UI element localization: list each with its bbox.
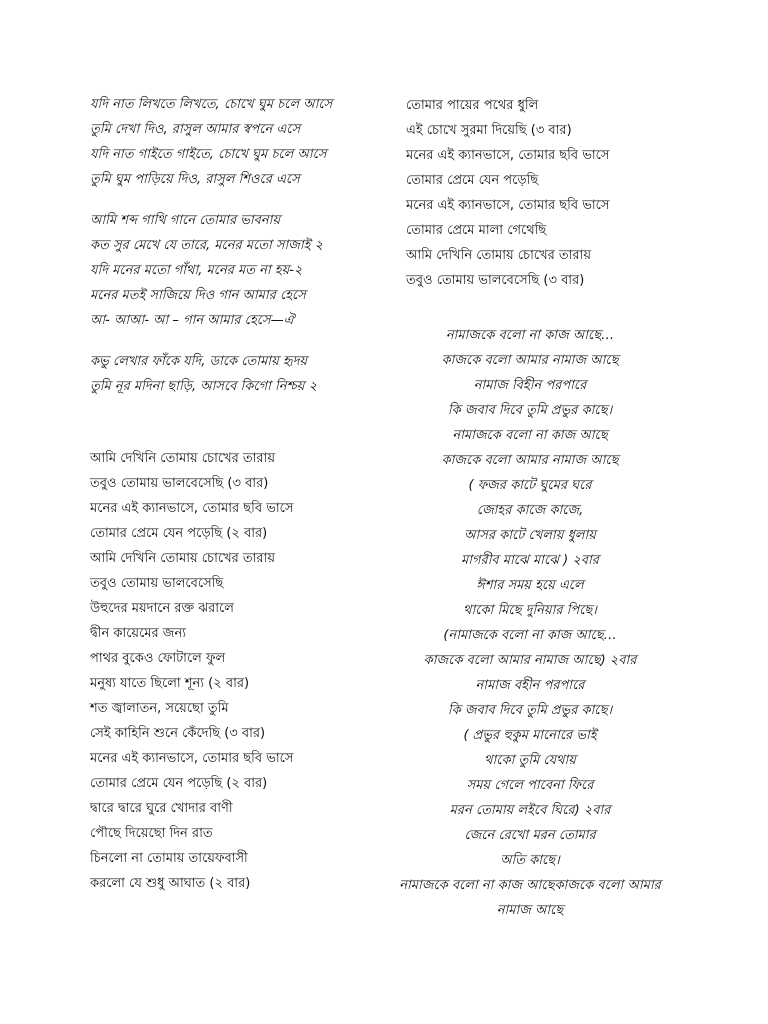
lyric-line: কাজকে বলো আমার নামাজ আছে (441, 453, 619, 468)
lyric-line: তোমার প্রেমে যেন পড়েছি (২ বার) (90, 526, 268, 541)
lyric-line: দ্বারে দ্বারে ঘুরে খোদার বাণী (90, 801, 233, 816)
lyric-line: নামাজ বহীন পরপারে (475, 678, 585, 693)
stanza-payer-dhuli (406, 93, 706, 293)
lyric-line: শত জ্বালাতন, সয়েছো তুমি (90, 701, 229, 716)
lyric-line: নামাজ আছে (496, 903, 564, 918)
lyric-line: তোমার প্রেমে যেন পড়েছি (406, 173, 539, 188)
lyric-line: আসর কাটে খেলায় ধুলায় (464, 528, 596, 543)
lyric-line: চিনলো না তোমায় তায়েফবাসী (90, 851, 248, 866)
lyric-line: আমি দেখিনি তোমায় চোখের তারায় (90, 551, 275, 566)
stanza-naat-intro (90, 92, 390, 192)
lyric-line: নামাজকে বলো না কাজ আছেকাজকে বলো আমার (399, 878, 661, 893)
lyric-line: আমি দেখিনি তোমায় চোখের তারায় (90, 451, 275, 466)
lyric-line: ( ফজর কাটে ঘুমের ঘরে (468, 478, 592, 493)
lyric-line: তোমার প্রেমে মালা গেথেছি (406, 223, 547, 238)
lyric-line: নামাজকে বলো না কাজ আছে… (445, 328, 615, 343)
lyric-line: নামাজকে বলো না কাজ আছে (452, 428, 608, 443)
lyric-line: পাথর বুকেও ফোটালে ফুল (90, 651, 226, 666)
lyric-line: আ- আআ- আ – গান আমার হেসে—ঐ (90, 313, 295, 328)
lyric-line: এই চোখে সুরমা দিয়েছি (৩ বার) (406, 123, 572, 138)
stanza-shobdo-gathi (90, 208, 390, 333)
lyric-line: কাজকে বলো আমার নামাজ আছে (441, 353, 619, 368)
lyric-line: সময় গেলে পাবেনা ফিরে (466, 778, 594, 793)
lyric-line: করলো যে শুধু আঘাত (২ বার) (90, 876, 251, 891)
lyric-line: ( প্রভুর হুকুম মানোরে ভাই (463, 728, 597, 743)
lyric-line: (নামাজকে বলো না কাজ আছে… (443, 628, 617, 643)
lyric-line: নামাজ বিহীন পরপারে (473, 378, 587, 393)
lyric-line: উহুদের ময়দানে রক্ত ঝরালে (90, 601, 234, 616)
lyric-line: কত সুর মেখে যে তারে, মনের মতো সাজাই ২ (90, 238, 323, 253)
lyric-line: ঈশার সময় হয়ে এলে (476, 578, 584, 593)
lyric-line: মরন তোমায় লইবে ঘিরে) ২বার (449, 803, 611, 818)
lyric-line: তবুও তোমায় ভালবেসেছি (90, 576, 224, 591)
lyric-line: তুমি দেখা দিও, রাসুল আমার স্বপনে এসে (90, 122, 301, 137)
lyric-line: আমি দেখিনি তোমায় চোখের তারায় (406, 248, 591, 263)
lyric-line: তুমি ঘুম পাড়িয়ে দিও, রাসুল শিওরে এসে (90, 172, 300, 187)
lyric-line: যদি নাত লিখতে লিখতে, চোখে ঘুম চলে আসে (90, 97, 333, 112)
lyric-line: মনের এই ক্যানভাসে, তোমার ছবি ভাসে (406, 198, 610, 213)
lyric-line: সেই কাহিনি শুনে কেঁদেছি (৩ বার) (90, 726, 266, 741)
lyric-line: যদি নাত গাইতে গাইতে, চোখে ঘুম চলে আসে (90, 147, 327, 162)
lyric-line: তুমি নূর মদিনা ছাড়ি, আসবে কিগো নিশ্চয় ২ (90, 379, 318, 394)
stanza-namajke-bolo (390, 323, 670, 923)
lyric-line: পৌছে দিয়েছো দিন রাত (90, 826, 213, 841)
lyric-line: অতি কাছে। (500, 853, 560, 868)
lyric-line: জেনে রেখো মরন তোমার (464, 828, 596, 843)
lyric-line: থাকো তুমি যেথায় (484, 753, 576, 768)
lyric-line: থাকো মিছে দুনিয়ার পিছে। (463, 603, 597, 618)
lyric-line: আমি শব্দ গাথি গানে তোমার ভাবনায় (90, 213, 281, 228)
lyric-line: মনুষ্য যাতে ছিলো শূন্য (২ বার) (90, 676, 250, 691)
lyric-line: তবুও তোমায় ভালবেসেছি (৩ বার) (90, 476, 269, 491)
stanza-kovu-lekhar (90, 349, 390, 399)
lyric-line: তোমার প্রেমে যেন পড়েছি (২ বার) (90, 776, 268, 791)
lyric-line: যদি মনের মতো গাঁথা, মনের মত না হয়-২ (90, 263, 303, 278)
lyric-line: তোমার পায়ের পথের ধুলি (406, 98, 539, 113)
lyric-line: কি জবাব দিবে তুমি প্রভুর কাছে। (447, 703, 613, 718)
lyric-line: মনের মতই সাজিয়ে দিও গান আমার হেসে (90, 288, 306, 303)
lyric-line: দ্বীন কায়েমের জন্য (90, 626, 186, 641)
stanza-dekhini-tomay (90, 446, 390, 896)
lyric-line: কি জবাব দিবে তুমি প্রভুর কাছে। (447, 403, 613, 418)
lyric-line: মনের এই ক্যানভাসে, তোমার ছবি ভাসে (406, 148, 610, 163)
lyric-line: মনের এই ক্যানভাসে, তোমার ছবি ভাসে (90, 501, 294, 516)
lyric-line: কভু লেখার ফাঁকে যদি, ডাকে তোমায় হৃদয় (90, 354, 308, 369)
lyric-line: তবুও তোমায় ভালবেসেছি (৩ বার) (406, 273, 585, 288)
lyric-line: জোহর কাজে কাজে, (476, 503, 584, 518)
lyric-line: কাজকে বলো আমার নামাজ আছে) ২বার (423, 653, 637, 668)
lyric-line: মনের এই ক্যানভাসে, তোমার ছবি ভাসে (90, 751, 294, 766)
lyric-line: মাগরীব মাঝে মাঝে ) ২বার (461, 553, 599, 568)
